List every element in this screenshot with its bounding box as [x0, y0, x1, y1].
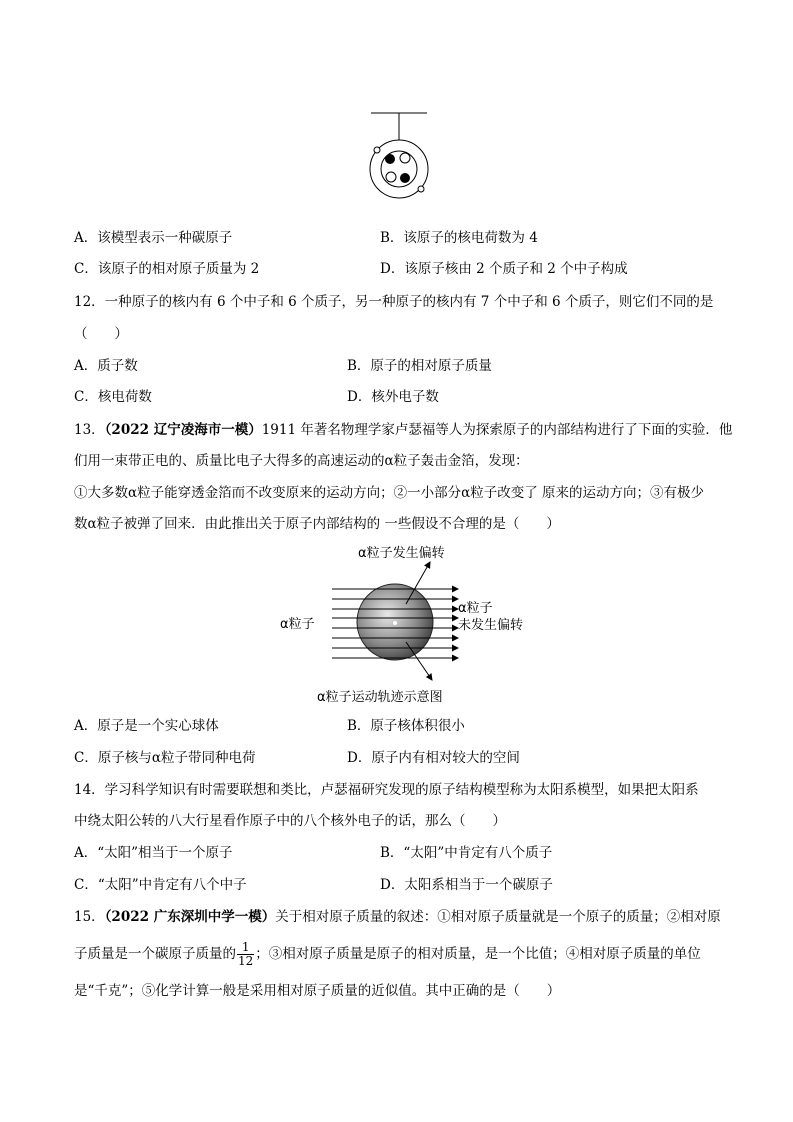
q12-stem-line1: 12．一种原子的核内有 6 个中子和 6 个质子，另一种原子的核内有 7 个中子和 6 个质子，则它们不同的是 [74, 294, 714, 310]
label-alpha-deflect: α粒子发生偏转 [358, 546, 445, 561]
q15-stem-line2 [74, 937, 701, 971]
q13-stem-line3: ①大多数α粒子能穿透金箔而不改变原来的运动方向；②一小部分α粒子改变了 原来的运动方向；③有极少 [74, 485, 705, 501]
q12-option-d: D．核外电子数 [347, 389, 439, 405]
q12-option-b: B．原子的相对原子质量 [347, 358, 492, 374]
q14-option-c: C．“太阳”中肯定有八个中子 [74, 877, 247, 893]
q13-number: 13． [74, 422, 105, 438]
q14-option-a: A．“太阳”相当于一个原子 [74, 845, 233, 861]
q15-number: 15． [74, 909, 105, 925]
q12-option-c: C．核电荷数 [74, 389, 152, 405]
q13-option-c: C．原子核与α粒子带同种电荷 [74, 750, 256, 766]
label-undeflected-line1: α粒子 [458, 601, 493, 616]
q13-stem-line1-text: 1911 年著名物理学家卢瑟福等人为探索原子的内部结构进行了下面的实验．他 [261, 422, 733, 438]
atom-model-figure [355, 108, 445, 203]
q13-option-b: B．原子核体积很小 [347, 718, 465, 734]
fraction-denominator: 12 [238, 954, 254, 968]
alpha-scattering-figure [270, 540, 530, 710]
q13-option-a: A．原子是一个实心球体 [74, 718, 219, 734]
label-alpha-particle: α粒子 [280, 617, 315, 632]
figure-caption: α粒子运动轨迹示意图 [317, 690, 443, 705]
q11-option-c: C．该原子的相对原子质量为 2 [74, 261, 260, 277]
q15-stem-line2-b: ；③相对原子质量是原子的相对质量，是一个比值；④相对原子质量的单位 [255, 946, 701, 962]
q11-option-b: B．该原子的核电荷数为 4 [380, 230, 538, 246]
q13-stem-line4: 数α粒子被弹了回来．由此推出关于原子内部结构的 一些假设不合理的是（ ） [74, 516, 560, 532]
q15-stem-line1 [74, 907, 721, 927]
q11-option-d: D．该原子核由 2 个质子和 2 个中子构成 [380, 261, 628, 277]
q15-stem-line1-text: 关于相对原子质量的叙述：①相对原子质量就是一个原子的质量；②相对原 [275, 909, 721, 925]
q14-stem-line1: 14．学习科学知识有时需要联想和类比，卢瑟福研究发现的原子结构模型称为太阳系模型，如果把太阳系 [74, 782, 699, 798]
q14-option-d: D．太阳系相当于一个碳原子 [380, 877, 553, 893]
q15-stem-line3: 是“千克”；⑤化学计算一般是采用相对原子质量的近似值。其中正确的是（ ） [74, 983, 561, 999]
one-twelfth-fraction [237, 941, 254, 968]
q12-option-a: A．质子数 [74, 358, 138, 374]
q14-option-b: B．“太阳”中肯定有八个质子 [380, 845, 553, 861]
nucleus-dot [393, 621, 397, 625]
fraction-numerator: 1 [237, 941, 254, 955]
q15-stem-line2-a: 子质量是一个碳原子质量的 [74, 946, 236, 962]
q15-source: （2022 广东深圳中学一模） [104, 909, 276, 925]
q11-option-a: A．该模型表示一种碳原子 [74, 230, 233, 246]
q14-stem-line2: 中绕太阳公转的八大行星看作原子中的八个核外电子的话，那么（ ） [74, 813, 506, 829]
q13-option-d: D．原子内有相对较大的空间 [347, 750, 520, 766]
q12-stem-line2: （ ） [74, 326, 128, 342]
label-undeflected-line2: 未发生偏转 [458, 618, 524, 633]
q13-source: （2022 辽宁凌海市一模） [104, 422, 262, 438]
q13-stem-line1 [74, 420, 732, 440]
q13-stem-line2: 们用一束带正电的、质量比电子大得多的高速运动的α粒子轰击金箔，发现： [74, 453, 529, 469]
